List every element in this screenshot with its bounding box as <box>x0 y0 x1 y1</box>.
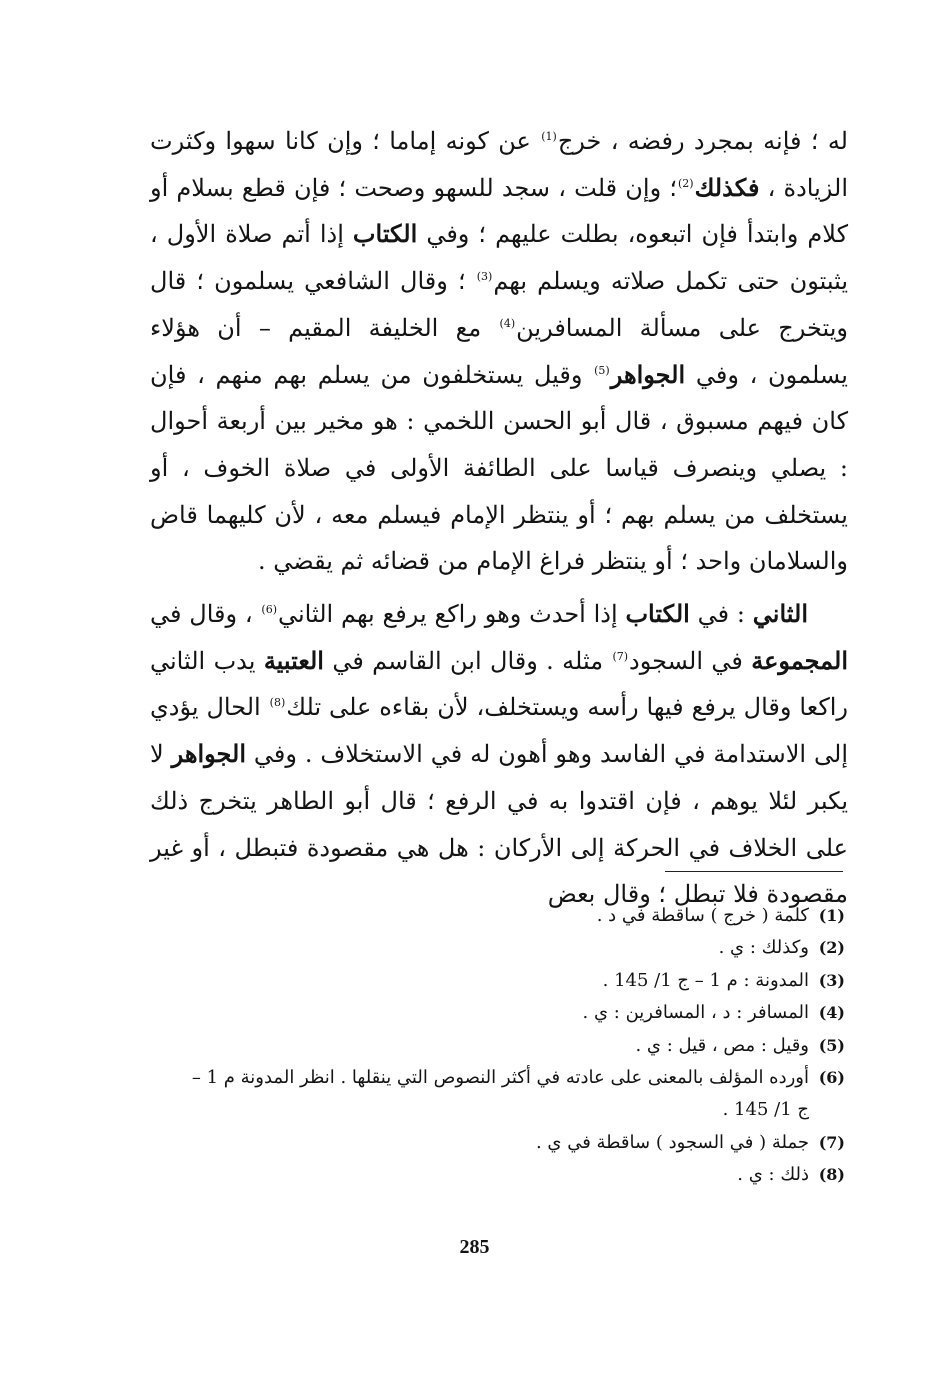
text-segment: لا يكبر لئلا يوهم ، فإن اقتدوا به في الرفع ؛ قال أبو الطاهر يتخرج ذلك على الخلاف في الحركة إلى الأركان : هل هي مقصودة فتبطل ، أو غير مقصودة فلا تبطل ؛ وقال بعض <box>150 740 848 909</box>
footnote-number: (6) <box>818 1068 845 1088</box>
footnote-marker: (6) <box>261 603 277 617</box>
text-segment: يدب الثاني راكعا وقال يرفع فيها رأسه ويستخلف، لأن بقاءه على تلك <box>150 646 849 722</box>
footnote-text: جملة ( في السجود ) ساقطة في ي . <box>535 1131 809 1153</box>
bold-reference: فكذلك <box>694 172 760 202</box>
footnote-marker: (1) <box>541 130 557 143</box>
footnote-text: وقيل : مص ، قيل : ي . <box>635 1034 809 1056</box>
footnote-text: المسافر : د ، المسافرين : ي . <box>582 1002 809 1024</box>
text-segment: وقيل يستخلفون من يسلم بهم منهم ، فإن كان فيهم مسبوق ، قال أبو الحسن اللخمي : هو مخير بين أربعة أحوال : يصلي وينصرف قياسا على الطائفة الأولى في صلاة الخوف ، أو يستخلف من يسلم بهم ؛ أو ينتظر الإمام فيسلم معه ، لأن كليهما قاض والسلامان واحد ؛ أو ينتظر فراغ الإمام من قضائه ثم يقضي . <box>150 360 848 576</box>
footnote-number: (8) <box>818 1165 845 1185</box>
text-segment: مثله . وقال ابن القاسم في <box>323 646 612 675</box>
footnote-text: أورده المؤلف بالمعنى على عادته في أكثر النصوص التي ينقلها . انظر المدونة م 1 – ج 1/ 145 . <box>191 1067 809 1121</box>
footnote-number: (5) <box>818 1035 845 1055</box>
footnote <box>190 965 845 997</box>
page-number: 285 <box>459 1236 490 1258</box>
footnote-marker: (5) <box>594 363 610 377</box>
footnotes-list <box>190 900 845 1192</box>
text-segment: عن كونه إماما ؛ وإن كانا سهوا وكثرت الزيادة ، <box>150 127 848 202</box>
footnote-separator <box>665 871 843 872</box>
footnote <box>190 1062 845 1127</box>
footnote <box>190 1127 845 1159</box>
footnote <box>190 1030 845 1062</box>
text-segment: ؛ وإن قلت ، سجد للسهو وصحت ؛ فإن قطع بسلام أو كلام وابتدأ فإن اتبعوه، بطلت عليهم ؛ وفي <box>150 173 849 249</box>
footnote-marker: (8) <box>269 696 286 710</box>
bold-reference: العتبية <box>263 645 324 675</box>
text-segment: له ؛ فإنه بمجرد رفضه ، خرج <box>557 127 848 155</box>
footnote-text: المدونة : م 1 – ج 1/ 145 . <box>602 969 809 991</box>
bold-reference: المجموعة <box>751 645 849 675</box>
footnote-text: ذلك : ي . <box>737 1164 809 1186</box>
text-segment: ؛ وقال الشافعي يسلمون ؛ قال ويتخرج على مسألة المسافرين <box>150 267 848 342</box>
footnote-marker: (2) <box>677 176 694 190</box>
main-text <box>150 118 848 918</box>
footnote-marker: (3) <box>476 270 493 284</box>
bold-reference: الجواهر <box>171 739 247 769</box>
footnote-number: (1) <box>818 906 845 925</box>
footnote-number: (2) <box>818 938 845 958</box>
footnote-marker: (7) <box>612 649 629 663</box>
text-segment: الحال يؤدي إلى الاستدامة في الفاسد وهو أهون له في الاستخلاف . وفي <box>150 693 848 769</box>
text-segment: ، وقال في <box>150 600 261 629</box>
bold-reference: الكتاب <box>625 599 690 629</box>
paragraph <box>150 591 848 918</box>
footnote-text: وكذلك : ي . <box>718 937 809 959</box>
bold-reference: الجواهر <box>610 359 686 389</box>
footnote-number: (4) <box>818 1003 845 1023</box>
text-segment: إذا أحدث وهو راكع يرفع بهم الثاني <box>278 600 626 629</box>
bold-reference: الثاني <box>752 599 808 629</box>
text-segment: في السجود <box>629 646 752 675</box>
text-segment: : في <box>689 600 753 629</box>
footnote-number: (3) <box>818 970 845 990</box>
footnote <box>190 932 845 964</box>
footnote-marker: (4) <box>499 316 516 330</box>
text-segment: إذا أتم صلاة الأول ، يثبتون حتى تكمل صلاته ويسلم بهم <box>150 220 848 296</box>
footnote <box>190 1159 845 1191</box>
footnote <box>190 997 845 1029</box>
paragraph <box>150 118 848 585</box>
footnote <box>190 900 845 932</box>
footnote-text: كلمة ( خرج ) ساقطة في د . <box>596 905 809 926</box>
footnote-number: (7) <box>818 1132 845 1152</box>
text-segment: مع الخليفة المقيم – أن هؤلاء يسلمون ، وفي <box>150 313 848 389</box>
bold-reference: الكتاب <box>352 219 418 249</box>
